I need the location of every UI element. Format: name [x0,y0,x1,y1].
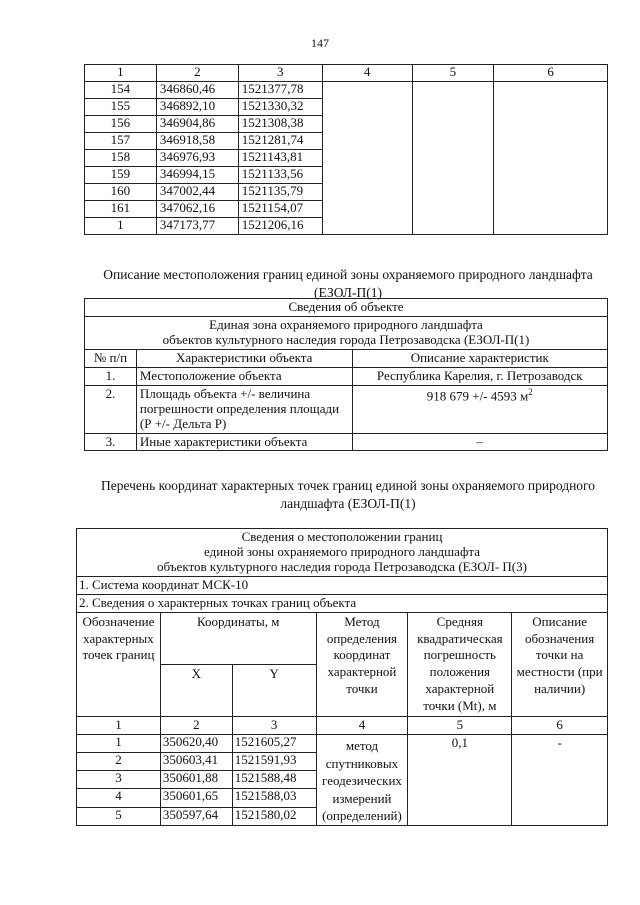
coord-x: 350597,64 [160,807,232,825]
coord-y: 1521580,02 [232,807,316,825]
object-info-table [84,298,608,451]
accuracy-value: 0,1 [408,734,512,825]
header-cell: 3 [238,65,322,82]
area-unit-exponent: 2 [528,386,533,397]
column-number: 4 [316,717,408,735]
col-method: Метод определения координат характерной точки [316,612,408,716]
col-number-header: № п/п [85,349,137,367]
header-cell: 2 [156,65,238,82]
description-value: - [512,734,608,825]
characteristic-description [352,385,607,433]
col-description: Описание обозначения точки на местности (при наличии) [512,612,608,716]
coord-y: 1521588,48 [232,771,316,789]
point-number: 160 [85,184,157,201]
coord-x: 346904,86 [156,116,238,133]
coord-x: 347002,44 [156,184,238,201]
coord-y: 1521308,38 [238,116,322,133]
column-number: 2 [160,717,232,735]
coord-x: 346976,93 [156,150,238,167]
table-row [85,385,608,433]
header-cell: 1 [85,65,157,82]
col-x: X [160,664,232,716]
header-cell: 6 [494,65,608,82]
col-y: Y [232,664,316,716]
location-info-header [77,529,608,577]
characteristic: Иные характеристики объекта [136,433,352,451]
column-number: 1 [77,717,161,735]
area-value: 918 679 +/- 4593 м [426,388,529,404]
point-number: 1 [77,734,161,752]
point-number: 161 [85,201,157,218]
object-name-line1: Единая зона охраняемого природного ландшафта [209,316,483,332]
characteristic-description: Республика Карелия, г. Петрозаводск [352,367,607,385]
coordinates-table-continued [84,64,608,235]
object-info-header: Сведения об объекте [85,299,608,317]
point-number: 155 [85,99,157,116]
coord-x: 347173,77 [156,218,238,235]
column-number: 3 [232,717,316,735]
col-coordinates: Координаты, м [160,612,316,664]
method-value: метод спутниковых геодезических измерений (определений) [316,734,408,825]
empty-cell [494,82,608,235]
column-number: 6 [512,717,608,735]
coord-x: 350603,41 [160,753,232,771]
point-number: 156 [85,116,157,133]
table-header-row [85,349,608,367]
section-title-location: Описание местоположения границ единой зоны охраняемого природного ландшафта (ЕЗОЛ-П(1) [103,267,593,300]
col-characteristic-header: Характеристики объекта [136,349,352,367]
coord-y: 1521588,03 [232,789,316,807]
section-title-coordinates: Перечень координат характерных точек границ единой зоны охраняемого природного ландшафта (ЕЗОЛ-П(1) [101,478,595,511]
table-header-row [85,65,608,82]
point-number: 3 [77,771,161,789]
coord-y: 1521605,27 [232,734,316,752]
characteristic: Местоположение объекта [136,367,352,385]
row-number: 1. [85,367,137,385]
object-name [85,316,608,349]
point-number: 159 [85,167,157,184]
coord-y: 1521591,93 [232,753,316,771]
header-line3: объектов культурного наследия города Петрозаводска (ЕЗОЛ- П(3) [157,558,527,574]
table-row [85,433,608,451]
column-number-row [77,717,608,735]
point-number: 1 [85,218,157,235]
point-number: 4 [77,789,161,807]
column-number: 5 [408,717,512,735]
characteristic: Площадь объекта +/- величина погрешности определения площади (Р +/- Дельта Р) [136,385,352,433]
coord-y: 1521330,32 [238,99,322,116]
coord-x: 346994,15 [156,167,238,184]
coord-y: 1521206,16 [238,218,322,235]
coord-y: 1521377,78 [238,82,322,99]
header-cell: 5 [412,65,494,82]
col-point-designation: Обозначение характерных точек границ [77,612,161,716]
coord-y: 1521143,81 [238,150,322,167]
table-row [85,367,608,385]
point-number: 154 [85,82,157,99]
coord-x: 346892,10 [156,99,238,116]
points-info: 2. Сведения о характерных точках границ объекта [77,594,608,612]
characteristic-description: – [352,433,607,451]
point-number: 2 [77,753,161,771]
coord-x: 350620,40 [160,734,232,752]
coord-y: 1521135,79 [238,184,322,201]
table-row [85,82,608,99]
header-line2: единой зоны охраняемого природного ландшафта [204,543,480,559]
coord-x: 350601,65 [160,789,232,807]
coord-x: 346918,58 [156,133,238,150]
coord-x: 347062,16 [156,201,238,218]
table-row [77,734,608,752]
row-number: 2. [85,385,137,433]
coord-y: 1521281,74 [238,133,322,150]
object-name-line2: объектов культурного наследия города Петрозаводска (ЕЗОЛ-П(1) [162,331,530,347]
page-number: 147 [311,36,329,50]
point-number: 157 [85,133,157,150]
col-accuracy: Средняя квадратическая погрешность положения характерной точки (Mt), м [408,612,512,716]
row-number: 3. [85,433,137,451]
coord-x: 346860,46 [156,82,238,99]
point-number: 158 [85,150,157,167]
coord-x: 350601,88 [160,771,232,789]
header-line1: Сведения о местоположении границ [241,529,443,544]
empty-cell [322,82,412,235]
header-cell: 4 [322,65,412,82]
col-description-header: Описание характеристик [352,349,607,367]
point-number: 5 [77,807,161,825]
empty-cell [412,82,494,235]
table-header-row [77,612,608,664]
boundary-points-table [76,528,608,826]
coord-y: 1521133,56 [238,167,322,184]
coordinate-system: 1. Система координат МСК-10 [77,576,608,594]
coord-y: 1521154,07 [238,201,322,218]
